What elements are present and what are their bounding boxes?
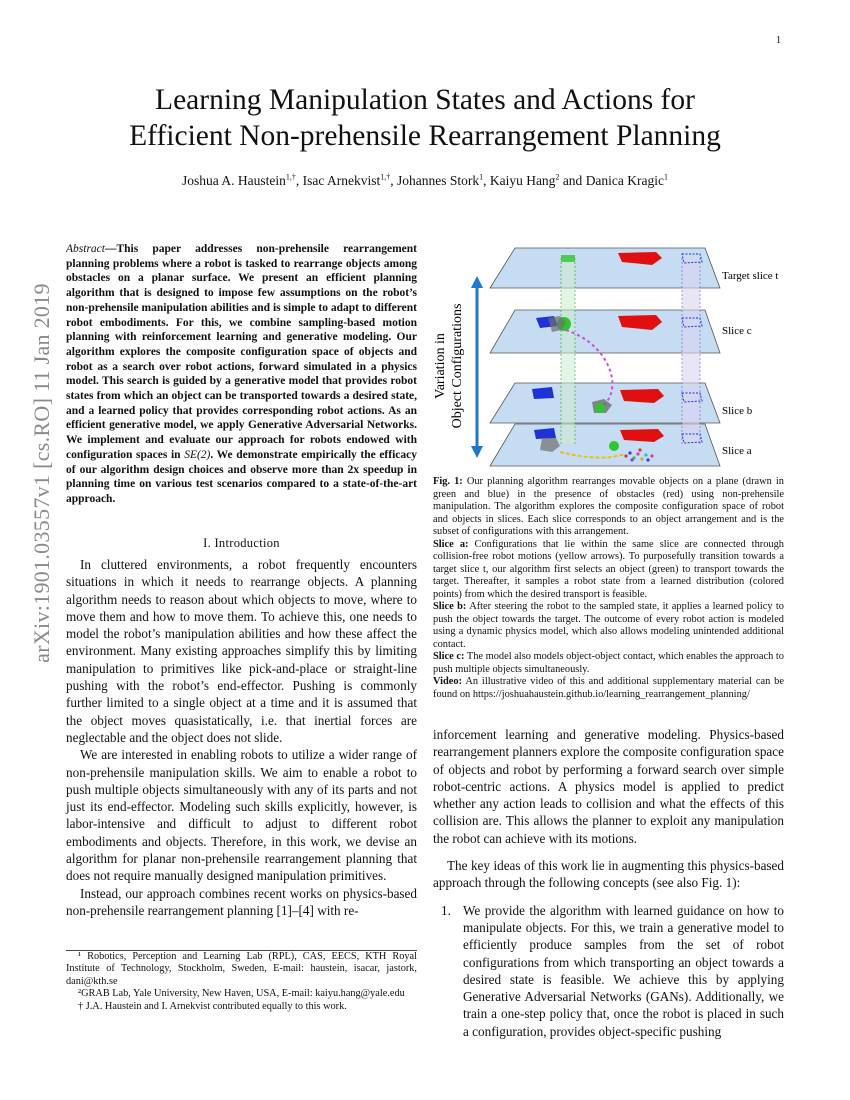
slice-label: Slice a (722, 445, 752, 457)
caption-video: Video: An illustrative video of this and additional supplementary material can be found on https://joshuahaustein.github.io/learning_rearrangement_planning/ (433, 676, 784, 700)
author: Danica Kragic$^1$ (585, 172, 669, 188)
caption-slice-b: Slice b: After steering the robot to the sampled state, it applies a learned policy to push the object towards the target. The outcome of every robot action is modeled using a dynamic physics model, which also allows modeling unintended additional contact. (433, 601, 784, 650)
paper-title (60, 82, 790, 154)
author: Isac Arnekvist$^{1,\dagger}$, (302, 172, 397, 188)
abstract (66, 242, 417, 507)
paragraph: inforcement learning and generative modeling. Physics-based rearrangement planners explore the composite configuration space of objects and robot by performing a forward search over simple robot-centric actions. A physics model is applied to predict whether any action leads to collision and what the effects of this collision are. This allows the planner to exploit any manipulation the robot can achieve with its motions. (433, 727, 784, 846)
page-number: 1 (776, 35, 781, 46)
variation-arrow (471, 276, 483, 458)
intro-left-column (66, 556, 417, 919)
abstract-lead: Abstract (66, 243, 105, 255)
paragraph: We are interested in enabling robots to utilize a wider range of non-prehensile manipulation skills. We aim to enable a robot to push multiple objects simultaneously with any of its parts and not just its end-effector. Modeling such skills explicitly, however, is labor-intensive and difficult to adjust to different robot embodiments and objects. Therefore, in this work, we devise an algorithm for planar non-prehensile rearrangement planning that does not require manually designed manipulation primitives. (66, 747, 417, 884)
author-list (60, 172, 790, 189)
footnote: † J.A. Haustein and I. Arnekvist contributed equally to this work. (78, 1000, 347, 1012)
caption-main: Fig. 1: Our planning algorithm rearranges movable objects on a plane (drawn in green and blue) in the presence of obstacles (red) using non-prehensile manipulation. The algorithm explores the composite configuration space of robot and objects in slices. Each slice corresponds to an object arrangement and is the subset of configurations with this arrangement. (433, 476, 785, 537)
title-line-1: Learning Manipulation States and Actions for (155, 84, 695, 116)
title-line-2: Efficient Non-prehensile Rearrangement Planning (129, 120, 721, 152)
abstract-math: SE(2) (184, 448, 211, 461)
abstract-text-1: —This paper addresses non-prehensile rearrangement planning problems where a robot is tasked to rearrange objects among obstacles on a planar surface. We present an efficient planning algorithm that is designed to impose few assumptions on the robot’s non-prehensile manipulation abilities and is simple to adapt to different robot embodiments. For this, we combine sampling-based motion planning with reinforcement learning and generative modeling. Our algorithm explores the composite configuration space of objects and robot as a search over robot actions, forward simulated in a physics model. This search is guided by a generative model that provides robot states from which an object can be transported towards a desired state, and a learned policy that provides corresponding robot actions. As an efficient generative model, we apply Generative Adversarial Networks. We implement and evaluate our approach for robots endowed with configuration spaces in (66, 243, 417, 461)
paragraph: In cluttered environments, a robot frequently encounters situations in which it needs to rearrange objects. A planning algorithm needs to reason about which objects to move, where to move them and how to move them. To achieve this, one needs to model the robot’s manipulation abilities and how these affect the environment. Many existing approaches simplify this by limiting manipulation to primitives like pick-and-place or straight-line pushing with the robot’s end-effector. Pushing is commonly further limited to a single object at a time and it is assumed that the object moves quasistatically, i.e. that inertial forces are neglectable and the object does not slide. (66, 557, 417, 745)
paragraph: The key ideas of this work lie in augmenting this physics-based approach through the following concepts (see also Fig. 1): (433, 858, 784, 891)
slice-label: Target slice t (722, 270, 779, 282)
axis-label-line-1: Variation in (433, 333, 448, 399)
arxiv-stamp: arXiv:1901.03557v1 [cs.RO] 11 Jan 2019 (29, 283, 54, 663)
green-column (561, 258, 575, 444)
target-green-object (561, 255, 575, 262)
contribution-list (433, 902, 784, 1040)
section-heading: I. Introduction (203, 536, 280, 550)
slice-label: Slice b (722, 405, 753, 417)
list-item: 1. We provide the algorithm with learned guidance on how to manipulate objects. For this, we train a generative model to efficiently produce samples from the set of robot configurations from which transporting an object towards a desired state is feasible. We achieve this by applying Generative Adversarial Networks (GANs). Additionally, we train a one-step policy that, once the robot is placed in such a configuration, provides object-specific pushing (441, 902, 784, 1039)
slice-label: Slice c (722, 325, 752, 337)
blue-object-b (532, 387, 554, 399)
green-object-b (595, 403, 605, 413)
footnote: ²GRAB Lab, Yale University, New Haven, USA, E-mail: kaiyu.hang@yale.edu (78, 988, 405, 1000)
axis-label-line-2: Object Configurations (450, 303, 465, 429)
author: Johannes Stork$^1$, (396, 172, 490, 188)
blue-column (682, 258, 700, 444)
intro-right-column (433, 726, 784, 1040)
figure-1 (430, 238, 790, 470)
abstract-text-2: . We demonstrate empirically the efficacy of our algorithm design choices and observe more than 2x speedup in planning time on various test scenarios compared to a state-of-the-art approach. (66, 448, 417, 505)
footnotes (66, 950, 417, 1013)
footnote: ¹ Robotics, Perception and Learning Lab (RPL), CAS, EECS, KTH Royal Institute of Technology, Stockholm, Sweden, E-mail: haustein, isacar, jastork, dani@kth.se (66, 951, 417, 987)
author: Joshua A. Haustein$^{1,\dagger}$, (181, 172, 303, 188)
caption-slice-a: Slice a: Configurations that lie within the same slice are connected through collision-free robot motions (yellow arrows). To purposefully transition towards a target slice t, our algorithm first selects an object (green) to transport towards the target. Thereafter, it samples a robot state from a learned distribution (colored points) from which the desired transport is feasible. (433, 538, 785, 600)
green-object-a (609, 441, 619, 451)
figure-caption (433, 476, 784, 701)
paragraph: Instead, our approach combines recent works on physics-based non-prehensile rearrangement planning [1]–[4] with re- (66, 885, 417, 918)
caption-slice-c: Slice c: The model also models object-object contact, which enables the approach to push multiple objects simultaneously. (433, 651, 784, 675)
author: Kaiyu Hang$^2$ and (489, 172, 586, 188)
